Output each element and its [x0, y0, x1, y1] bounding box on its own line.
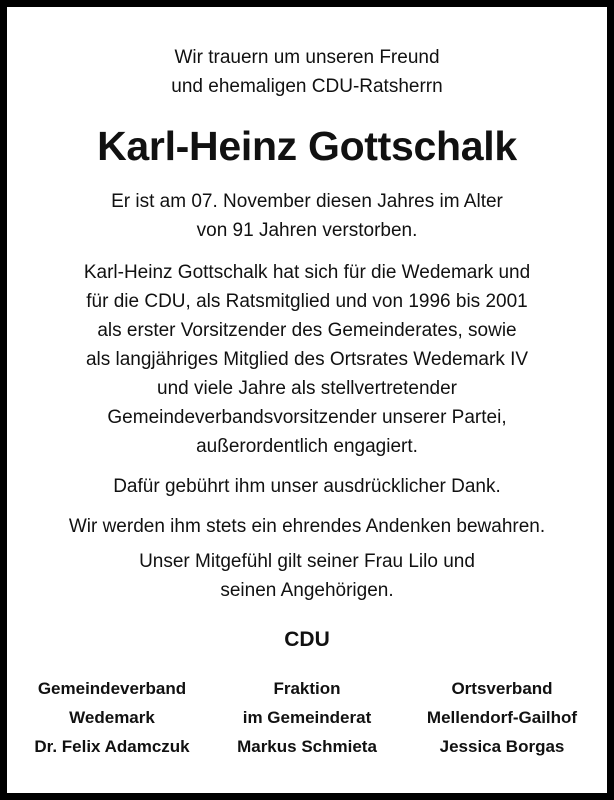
- intro-line: und ehemaligen CDU-Ratsherrn: [171, 76, 443, 97]
- intro-text: [7, 43, 607, 101]
- text-line: für die CDU, als Ratsmitglied und von 1996 bis 2001: [86, 291, 528, 312]
- remembrance-line: Wir werden ihm stets ein ehrendes Andenken bewahren.: [68, 516, 546, 537]
- signatory-person: Jessica Borgas: [439, 737, 565, 756]
- text-line: von 91 Jahren verstorben.: [196, 220, 418, 241]
- text-line: als erster Vorsitzender des Gemeinderates, sowie: [97, 320, 517, 341]
- text-line: Er ist am 07. November diesen Jahres im Alter: [111, 191, 503, 212]
- signatory-gemeindeverband: [17, 674, 207, 761]
- deceased-name: Karl-Heinz Gottschalk: [97, 123, 517, 169]
- death-announcement: [7, 187, 607, 245]
- thanks-line: Dafür gebührt ihm unser ausdrücklicher Dank.: [113, 476, 501, 497]
- text-line: Gemeindeverbandsvorsitzender unserer Partei,: [107, 407, 507, 428]
- signatory-fraktion: [217, 674, 397, 761]
- signatory-person: Markus Schmieta: [237, 737, 377, 756]
- signatory-person: Dr. Felix Adamczuk: [34, 737, 190, 756]
- intro-line: Wir trauern um unseren Freund: [174, 47, 440, 68]
- signatory-body: Gemeindeverband: [37, 679, 187, 698]
- signatory-body-detail: im Gemeinderat: [242, 708, 372, 727]
- text-line: und viele Jahre als stellvertretender: [157, 378, 457, 399]
- text-line: seinen Angehörigen.: [220, 580, 394, 601]
- text-line: außerordentlich engagiert.: [196, 436, 418, 457]
- signatory-body-detail: Mellendorf-Gailhof: [426, 708, 578, 727]
- signatory-body: Ortsverband: [451, 679, 553, 698]
- condolence-paragraph: [7, 547, 607, 605]
- text-line: als langjähriges Mitglied des Ortsrates Wedemark IV: [85, 349, 529, 370]
- obituary-notice: [7, 7, 607, 793]
- text-line: Unser Mitgefühl gilt seiner Frau Lilo und: [139, 551, 475, 572]
- tribute-paragraph: [7, 258, 607, 461]
- organization-name: CDU: [284, 628, 330, 651]
- text-line: Karl-Heinz Gottschalk hat sich für die Wedemark und: [83, 262, 531, 283]
- signatory-body: Fraktion: [273, 679, 341, 698]
- signatory-ortsverband: [402, 674, 602, 761]
- signatory-body-detail: Wedemark: [69, 708, 155, 727]
